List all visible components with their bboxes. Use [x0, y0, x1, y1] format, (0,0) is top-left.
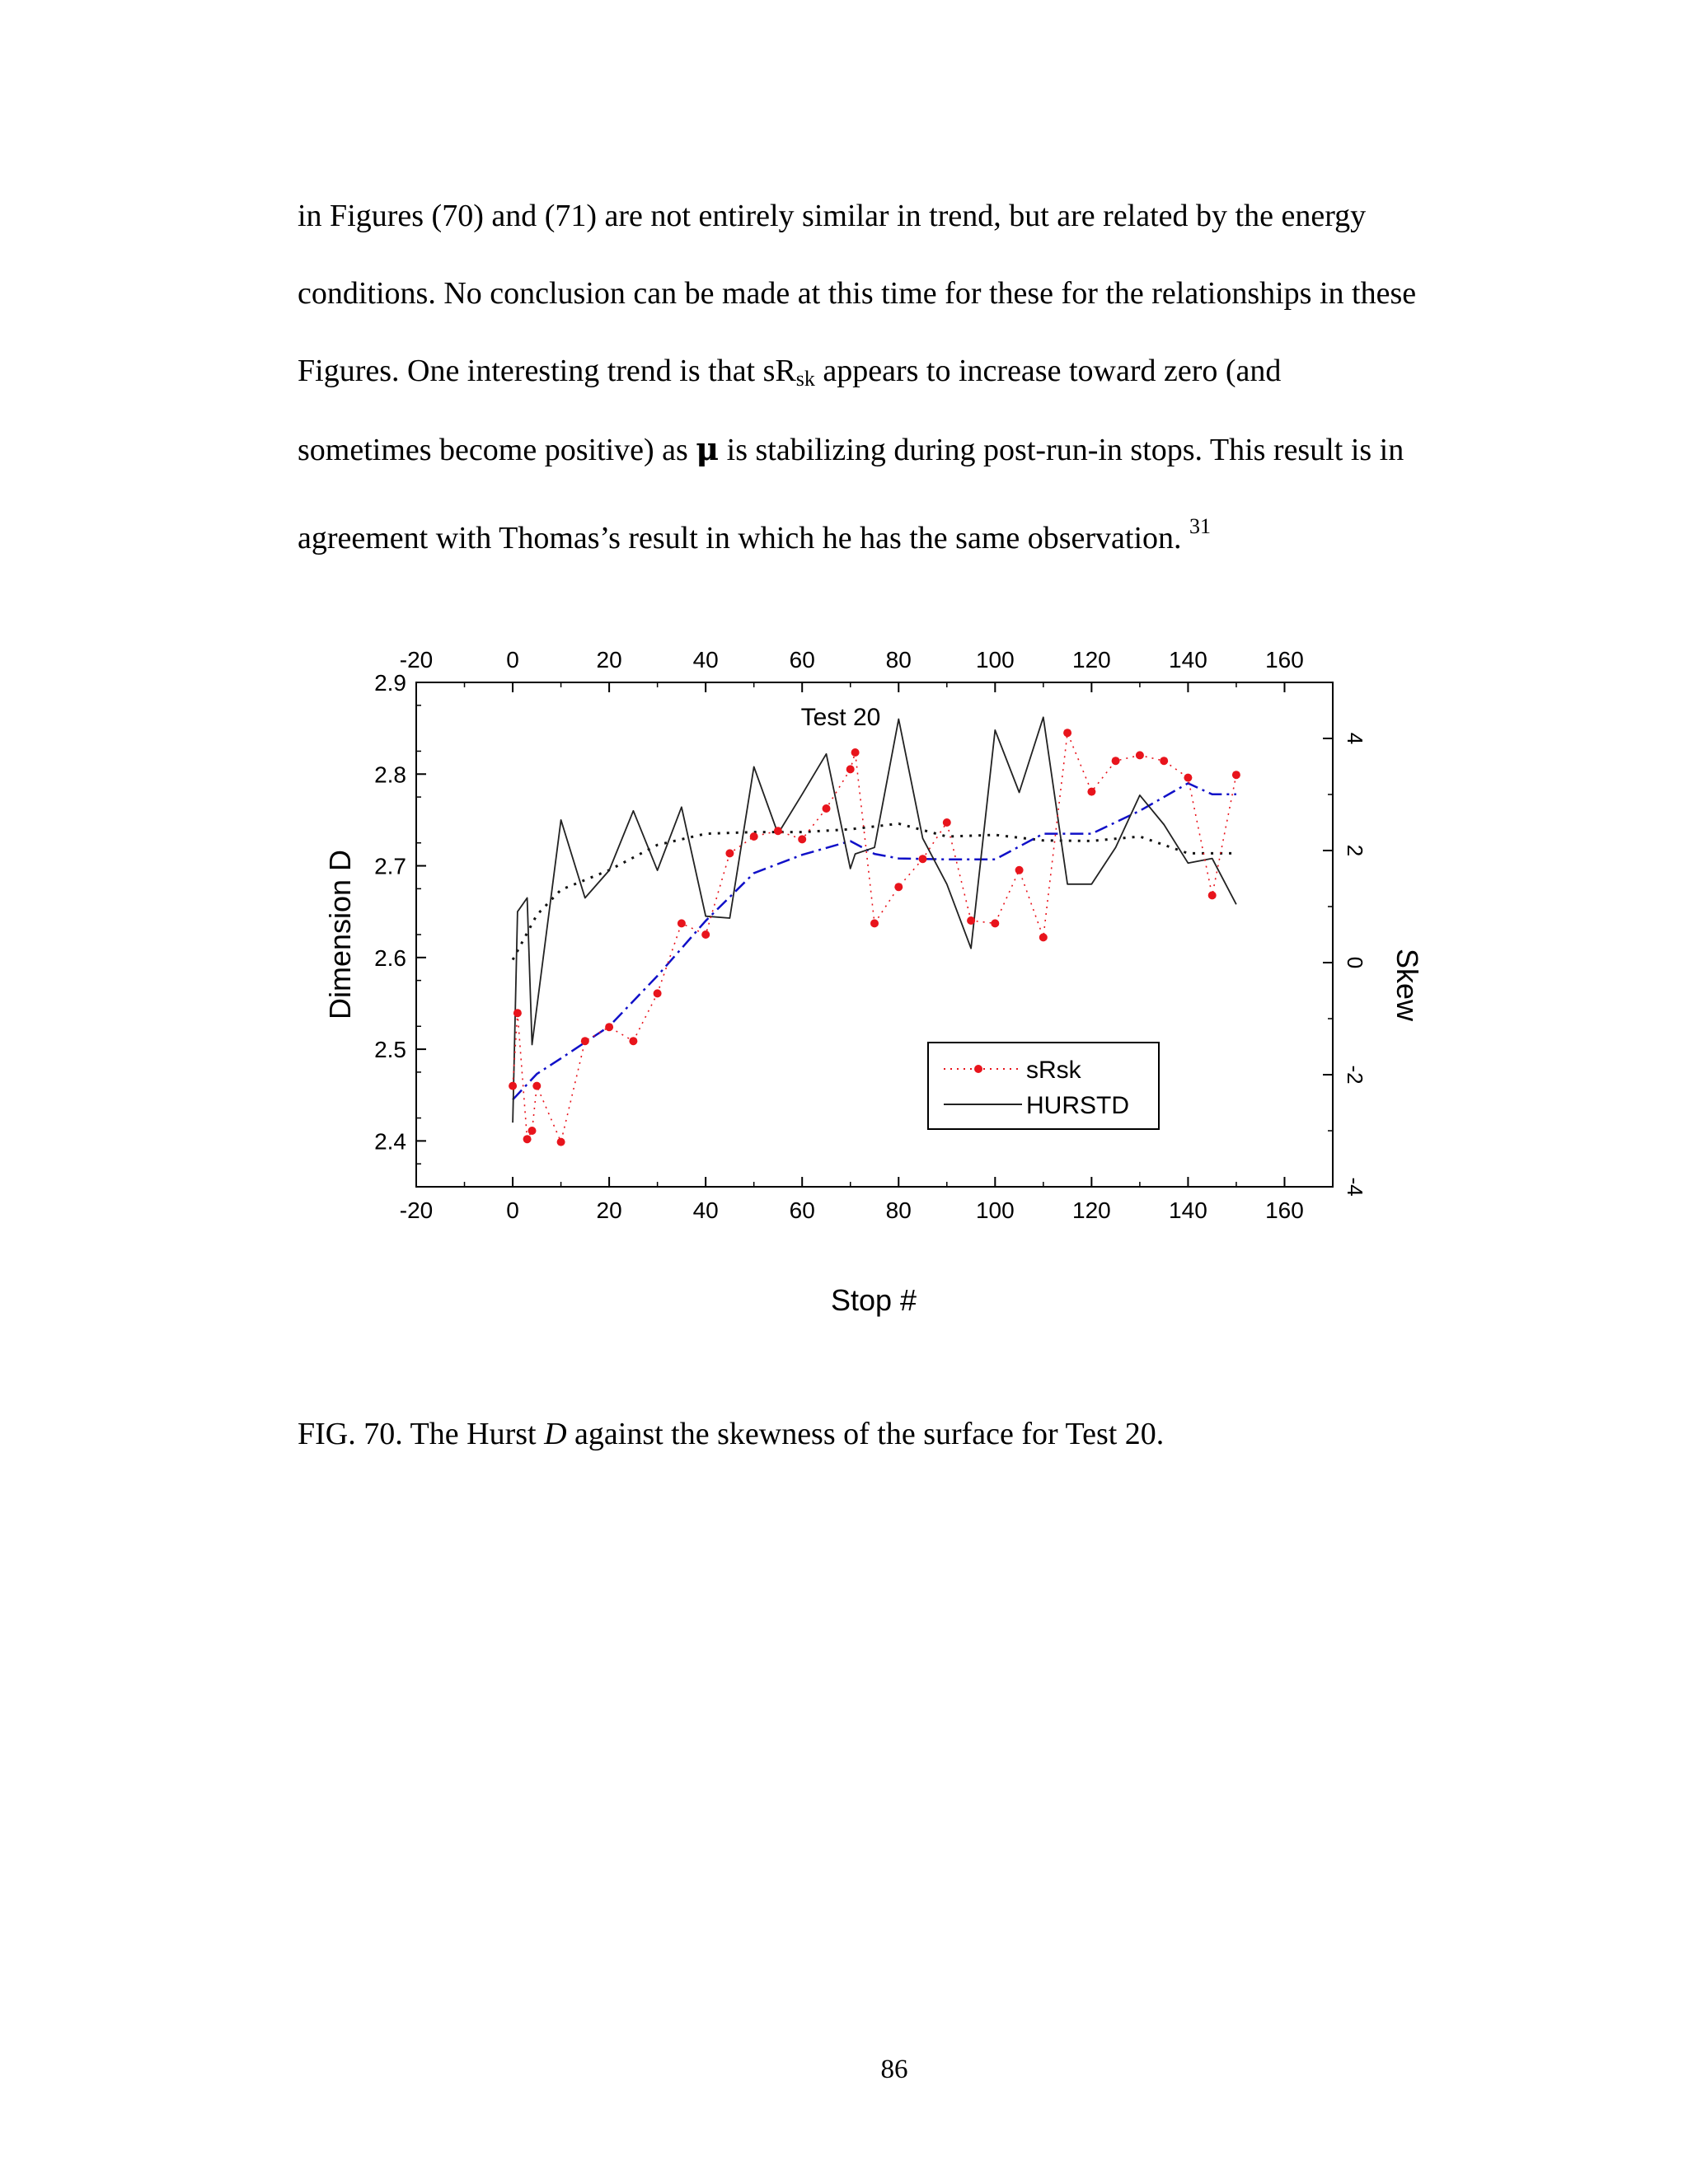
- srsk-point: [870, 919, 879, 927]
- body-line-1: in Figures (70) and (71) are not entirely similar in trend, but are related by the energy: [298, 199, 1367, 233]
- srsk-point: [991, 919, 999, 927]
- y-tick-label: 2.8: [374, 762, 406, 788]
- srsk-point: [1160, 757, 1168, 765]
- srsk-point: [967, 916, 975, 925]
- srsk-point: [1039, 933, 1048, 941]
- x-tick-label-top: 20: [596, 647, 622, 673]
- x-tick-label-top: 0: [506, 647, 519, 673]
- srsk-point: [1232, 771, 1240, 779]
- chart-title: Test 20: [800, 704, 881, 731]
- srsk-point: [919, 855, 927, 863]
- mu-symbol: μ: [696, 430, 720, 467]
- x-tick-label-top: 120: [1072, 647, 1111, 673]
- x-axis-label: Stop #: [830, 1283, 917, 1317]
- x-tick-label-top: 160: [1265, 647, 1304, 673]
- x-tick-label-bottom: 40: [692, 1197, 719, 1223]
- srsk-point: [798, 835, 806, 843]
- ticks-layer: [374, 647, 1367, 1223]
- srsk-point: [894, 883, 903, 891]
- srsk-point: [523, 1135, 532, 1143]
- srsk-point: [823, 804, 831, 813]
- y-tick-label: 2.4: [374, 1128, 406, 1155]
- body-line-3-end: appears to increase toward zero (and: [814, 354, 1282, 388]
- srsk-point: [581, 1037, 589, 1045]
- y-axis-label: Dimension D: [323, 849, 357, 1020]
- srsk-point: [1087, 788, 1095, 796]
- y2-tick-label: 2: [1343, 844, 1367, 857]
- srsk-point: [774, 827, 782, 835]
- x-tick-label-top: 40: [692, 647, 719, 673]
- x-tick-label-top: -20: [399, 647, 434, 673]
- y-tick-label: 2.9: [374, 670, 406, 696]
- srsk-point: [943, 818, 951, 827]
- body-line-3-start: Figures. One interesting trend is that sR: [298, 354, 796, 388]
- sk-subscript: sk: [795, 367, 815, 391]
- srsk-point: [725, 849, 734, 857]
- srsk-point: [513, 1009, 522, 1017]
- x-tick-label-top: 60: [789, 647, 815, 673]
- plot-frame: [416, 682, 1333, 1187]
- y2-axis-label: Skew: [1390, 948, 1424, 1022]
- srsk-point: [532, 1082, 541, 1090]
- srsk-point: [1015, 866, 1024, 874]
- x-tick-label-top: 100: [975, 647, 1015, 673]
- x-tick-label-bottom: 80: [885, 1197, 912, 1223]
- page-number: 86: [880, 2055, 908, 2084]
- caption-italic-d: D: [544, 1417, 567, 1451]
- figure-caption: [298, 1416, 1164, 1452]
- srsk-point: [851, 748, 860, 757]
- y-tick-label: 2.5: [374, 1037, 406, 1063]
- x-tick-label-bottom: 160: [1265, 1197, 1304, 1223]
- citation-superscript: 31: [1189, 514, 1212, 538]
- srsk-point: [678, 919, 686, 927]
- y2-tick-label: -4: [1343, 1177, 1367, 1197]
- srsk-point: [605, 1023, 613, 1031]
- caption-suffix: against the skewness of the surface for Test 20.: [566, 1417, 1165, 1451]
- x-tick-label-bottom: 140: [1169, 1197, 1207, 1223]
- x-tick-label-bottom: 100: [975, 1197, 1015, 1223]
- y2-tick-label: 0: [1343, 956, 1367, 969]
- legend-hurstd-label: HURSTD: [1026, 1092, 1129, 1119]
- x-tick-label-bottom: 20: [596, 1197, 622, 1223]
- srsk-point: [750, 832, 758, 841]
- srsk-point: [1063, 729, 1071, 737]
- legend: [928, 1043, 1159, 1129]
- srsk-point: [1112, 757, 1120, 765]
- srsk-point: [509, 1082, 517, 1090]
- body-line-4: [298, 430, 1493, 467]
- hurst-skew-chart: [305, 626, 1434, 1335]
- x-tick-label-bottom: 60: [789, 1197, 815, 1223]
- body-line-2: conditions. No conclusion can be made at this time for these for the relationships in these: [298, 276, 1417, 311]
- srsk-point: [557, 1138, 565, 1146]
- x-tick-label-top: 140: [1169, 647, 1207, 673]
- y2-tick-label: 4: [1343, 732, 1367, 745]
- srsk-point: [1136, 751, 1144, 759]
- y-tick-label: 2.6: [374, 944, 406, 971]
- caption-prefix: FIG. 70. The Hurst: [298, 1417, 545, 1451]
- body-line-4-start: sometimes become positive) as: [298, 433, 696, 467]
- x-tick-label-bottom: 0: [506, 1197, 519, 1223]
- srsk-point: [701, 930, 710, 939]
- srsk-point: [1208, 891, 1217, 899]
- y2-tick-label: -2: [1343, 1065, 1367, 1085]
- x-tick-label-bottom: 120: [1072, 1197, 1111, 1223]
- srsk-point: [654, 989, 662, 997]
- body-line-3: [298, 355, 1493, 395]
- x-tick-label-bottom: -20: [399, 1197, 434, 1223]
- body-line-4-end: is stabilizing during post-run-in stops. This result is in: [719, 433, 1404, 467]
- body-line-5-text: agreement with Thomas’s result in which he has the same observation.: [298, 521, 1190, 555]
- body-line-5: [298, 511, 1493, 554]
- srsk-point: [528, 1127, 537, 1135]
- y-tick-label: 2.7: [374, 853, 406, 879]
- srsk-point: [1184, 774, 1192, 782]
- legend-srsk-marker: [974, 1065, 982, 1073]
- legend-srsk-label: sRsk: [1026, 1057, 1081, 1084]
- srsk-point: [846, 765, 855, 773]
- srsk-point: [629, 1037, 637, 1045]
- x-tick-label-top: 80: [885, 647, 912, 673]
